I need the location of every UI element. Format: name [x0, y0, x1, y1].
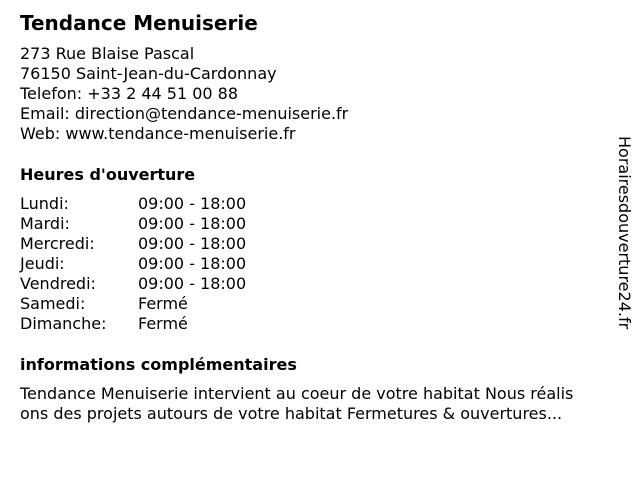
hours-row-wednesday: [20, 234, 610, 254]
time-value: 09:00 - 18:00: [138, 214, 247, 233]
hours-row-tuesday: [20, 214, 610, 234]
hours-row-thursday: [20, 254, 610, 274]
watermark-vertical: Horairesdouverture24.fr: [615, 136, 634, 330]
address-city: 76150 Saint-Jean-du-Cardonnay: [20, 64, 277, 83]
time-value: 09:00 - 18:00: [138, 234, 247, 253]
info-text-line1: Tendance Menuiserie intervient au coeur de votre habitat Nous réalis: [20, 384, 574, 403]
business-card: [20, 10, 610, 424]
hours-title: Heures d'ouverture: [20, 165, 196, 184]
day-label: Lundi:: [20, 194, 69, 213]
web-line: Web: www.tendance-menuiserie.fr: [20, 124, 296, 143]
day-label: Jeudi:: [20, 254, 65, 273]
business-name: Tendance Menuiserie: [20, 11, 258, 35]
info-text-line2: ons des projets autours de votre habitat Fermetures & ouvertures...: [20, 404, 563, 423]
time-value: Fermé: [138, 314, 188, 333]
hours-row-sunday: [20, 314, 610, 334]
time-value: 09:00 - 18:00: [138, 254, 247, 273]
info-title: informations complémentaires: [20, 355, 297, 374]
email-line: Email: direction@tendance-menuiserie.fr: [20, 104, 349, 123]
hours-table: [20, 194, 610, 334]
address-block: [20, 44, 610, 144]
time-value: Fermé: [138, 294, 188, 313]
phone-line: Telefon: +33 2 44 51 00 88: [20, 84, 239, 103]
time-value: 09:00 - 18:00: [138, 274, 247, 293]
day-label: Mercredi:: [20, 234, 95, 253]
day-label: Dimanche:: [20, 314, 107, 333]
day-label: Mardi:: [20, 214, 70, 233]
hours-row-friday: [20, 274, 610, 294]
day-label: Vendredi:: [20, 274, 96, 293]
day-label: Samedi:: [20, 294, 86, 313]
address-street: 273 Rue Blaise Pascal: [20, 44, 195, 63]
time-value: 09:00 - 18:00: [138, 194, 247, 213]
hours-row-monday: [20, 194, 610, 214]
hours-row-saturday: [20, 294, 610, 314]
